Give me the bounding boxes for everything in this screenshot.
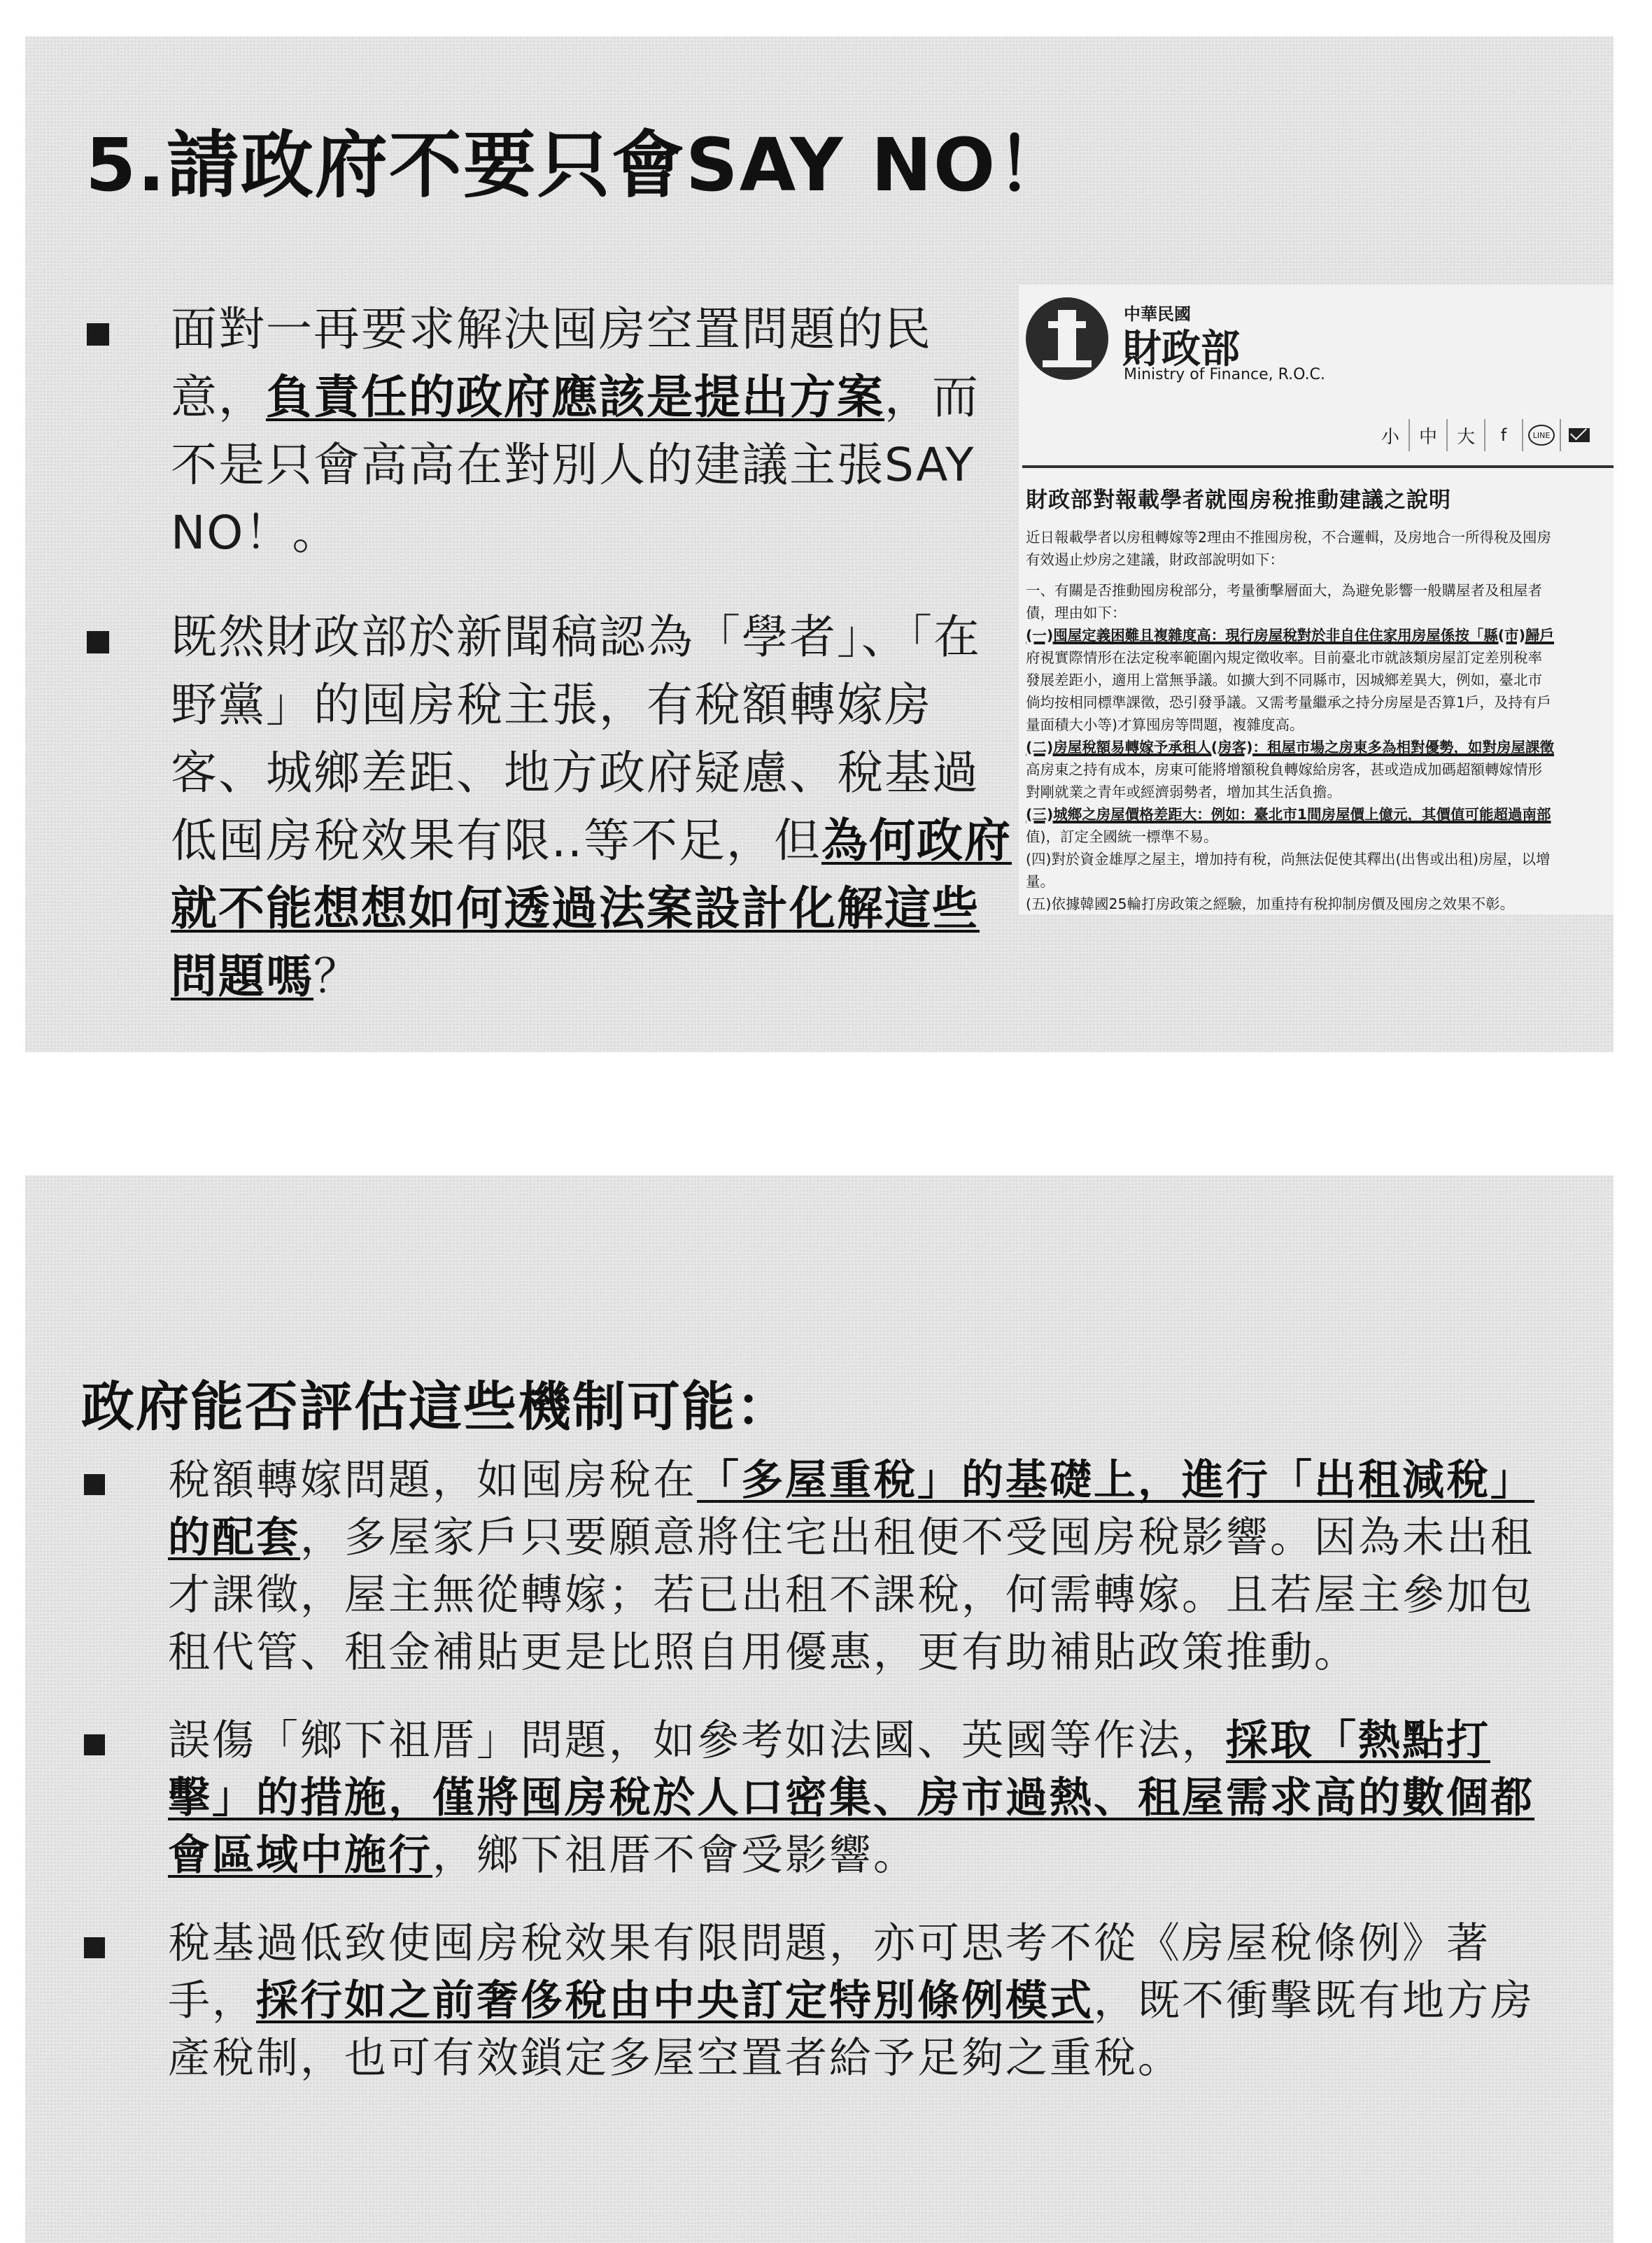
font-size-share-toolbar [1372, 418, 1597, 453]
slide-say-no [25, 36, 1614, 1052]
square-bullet-icon [87, 323, 109, 346]
press-release-heading: 財政部對報載學者就囤房稅推動建議之說明 [1026, 488, 1451, 513]
logo-label: 中華民國 [1124, 304, 1191, 324]
list-item [87, 295, 1024, 567]
bullet-text: 稅基過低致使囤房稅效果有限問題，亦可思考不從《房屋稅條例》著手，採行如之前奢侈稅由中央訂定特別條例模式，既不衝擊既有地方房產稅制，也可有效鎖定多屋空置者給予足夠之重稅。 [168, 1919, 1534, 2083]
bullet-text: 誤傷「鄉下祖厝」問題，如參考如法國、英國等作法，採取「熱點打擊」的措施，僅將囤房稅於人口密集、房市過熱、租屋需求高的數個都會區域中施行，鄉下祖厝不會受影響。 [168, 1716, 1534, 1880]
list-item [87, 603, 1024, 1010]
list-item [84, 1452, 1539, 1681]
body-line: 量。 [1026, 873, 1054, 890]
body-line: 倘均按相同標準課徵，恐引發爭議。又需考量繼承之持分房屋是否算1戶，及持有戶 [1026, 694, 1552, 711]
font-large-button: 大 [1448, 419, 1485, 451]
body-line: (四)對於資金雄厚之屋主，增加持有稅，尚無法促使其釋出(出售或出租)房屋，以增 [1026, 851, 1551, 868]
bullet-text: 稅額轉嫁問題，如囤房稅在「多屋重稅」的基礎上，進行「出租減稅」的配套，多屋家戶只要願意將住宅出租便不受囤房稅影響。因為未出租才課徵，屋主無從轉嫁；若已出租不課稅，何需轉嫁。且若屋主參加包租代管、租金補貼更是比照自用優惠，更有助補貼政策推動。 [168, 1456, 1534, 1677]
square-bullet-icon [84, 1734, 105, 1755]
body-line: 債，理由如下： [1026, 604, 1127, 621]
body-line: 高房東之持有成本，房東可能將增額稅負轉嫁給房客，甚或造成加碼超額轉嫁情形 [1026, 761, 1542, 778]
intro-line: 近日報載學者以房租轉嫁等2理由不推囤房稅，不合邏輯，及房地合一所得稅及囤房 [1026, 529, 1552, 546]
slide2-bullet-list [84, 1452, 1539, 2118]
intro-line: 有效遏止炒房之建議，財政部說明如下： [1026, 551, 1284, 568]
header-divider [1022, 465, 1614, 468]
body-line: 值)，訂定全國統一標準不易。 [1026, 828, 1218, 845]
facebook-icon: f [1485, 419, 1523, 451]
list-item [84, 1915, 1539, 2087]
square-bullet-icon [87, 631, 109, 653]
font-medium-button: 中 [1410, 419, 1448, 451]
font-small-button: 小 [1372, 419, 1410, 451]
body-line: 府視實際情形在法定稅率範圍內規定徵收率。目前臺北市就該類房屋訂定差別稅率 [1026, 649, 1542, 666]
slide1-bullet-list [87, 295, 1024, 1047]
body-line: (二)房屋稅額易轉嫁予承租人(房客)：租屋市場之房東多為相對優勢，如對房屋課徵 [1026, 739, 1554, 756]
square-bullet-icon [84, 1937, 105, 1958]
body-line: (五)依據韓國25輪打房政策之經驗，加重持有稅抑制房價及囤房之效果不彰。 [1026, 896, 1515, 912]
mail-icon [1561, 419, 1597, 451]
body-line: 一、有關是否推動囤房稅部分，考量衝擊層面大，為避免影響一般購屋者及租屋者 [1026, 582, 1542, 599]
slide-evaluate-mechanisms [25, 1175, 1614, 2243]
bullet-text: 既然財政部於新聞稿認為「學者」、「在野黨」的囤房稅主張，有稅額轉嫁房客、城鄉差距、地方政府疑慮、稅基過低囤房稅效果有限..等不足，但為何政府就不能想想如何透過法案設計化解這些問題嗎？ [171, 610, 1012, 1003]
body-line: 發展差距小，適用上當無爭議。如擴大到不同縣市，因城鄉差異大，例如，臺北市 [1026, 672, 1542, 688]
bullet-text: 面對一再要求解決囤房空置問題的民意，負責任的政府應該是提出方案，而不是只會高高在對別人的建議主張SAY NO！。 [171, 302, 980, 560]
square-bullet-icon [84, 1474, 105, 1495]
logo-english-name: Ministry of Finance, R.O.C. [1124, 366, 1325, 383]
ministry-press-release-screenshot [1019, 285, 1614, 914]
line-share-icon: LINE [1523, 419, 1561, 451]
body-line: (三)城鄉之房屋價格差距大：例如：臺北市1間房屋價上億元，其價值可能超過南部 [1026, 806, 1551, 823]
logo-name: 財政部 [1122, 326, 1240, 372]
slide1-title: 5.請政府不要只會SAY NO！ [85, 122, 1071, 208]
body-line: 對剛就業之青年或經濟弱勢者，增加其生活負擔。 [1026, 784, 1341, 800]
ministry-emblem-icon [1026, 297, 1108, 380]
list-item [84, 1712, 1539, 1884]
press-release-body [1026, 526, 1607, 914]
slide2-title: 政府能否評估這些機制可能： [81, 1375, 791, 1438]
body-line: (一)囤屋定義困難且複雜度高：現行房屋稅對於非自住住家用房屋係按「縣(市)歸戶 [1026, 627, 1554, 644]
body-line: 量面積大小等)才算囤房等問題，複雜度高。 [1026, 716, 1304, 733]
